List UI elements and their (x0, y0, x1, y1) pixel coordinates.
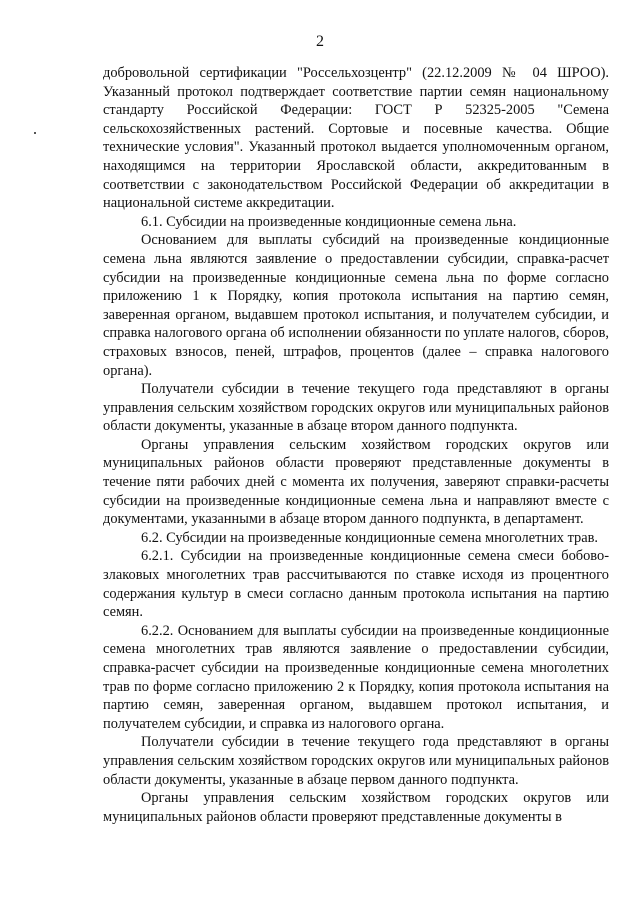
paragraph-3: Основанием для выплаты субсидий на произведенные кондиционные семена льна являются заявление о предоставлении субсидии, справка-расчет субсидии на произведенные кондиционные семена льна по форме согласно приложению 1 к Порядку, копия протокола испытания на партию семян, заверенная органом, выдавшем протокол испытания, и получателем субсидии, и справка налогового органа об исполнении обязанности по уплате налогов, сборов, страховых взносов, пеней, штрафов, процентов (далее – справка налогового органа). (103, 232, 609, 379)
margin-mark (34, 132, 36, 134)
paragraph-6: 6.2. Субсидии на произведенные кондиционные семена многолетних трав. (141, 529, 599, 546)
paragraph-10: Органы управления сельским хозяйством городских округов или муниципальных районов области проверяют представленные документы в (103, 790, 609, 825)
paragraph-8: 6.2.2. Основанием для выплаты субсидии на произведенные кондиционные семена многолетних трав являются заявление о предоставлении субсидии, справка-расчет субсидии на произведенные кондиционные семена многолетних трав по форме согласно приложению 2 к Порядку, копия протокола испытания на партию семян, заверенная органом, выдавшем протокол испытания, и получателем субсидии, и справка из налогового органа. (103, 622, 609, 732)
paragraph-4: Получатели субсидии в течение текущего года представляют в органы управления сельским хозяйством городских округов или муниципальных районов области документы, указанные в абзаце втором данного подпункта. (103, 381, 609, 435)
paragraph-5: Органы управления сельским хозяйством городских округов или муниципальных районов области проверяют представленные документы в течение пяти рабочих дней с момента их получения, заверяют справки-расчеты субсидии на произведенные кондиционные семена льна и направляют вместе с документами, указанными в абзаце втором данного подпункта, в департамент. (103, 436, 609, 528)
paragraph-7: 6.2.1. Субсидии на произведенные кондиционные семена смеси бобово-злаковых многолетних трав рассчитываются по ставке исходя из процентного содержания культур в смеси согласно данным протокола испытания на партию семян. (103, 548, 609, 621)
paragraph-2: 6.1. Субсидии на произведенные кондиционные семена льна. (141, 213, 517, 230)
paragraph-1: добровольной сертификации "Россельхозцентр" (22.12.2009 № 04 ШРОО). Указанный протокол подтверждает соответствие партии семян национальному стандарту Российской Федерации: ГОСТ Р 52325-2005 "Семена сельскохозяйственных растений. Сортовые и посевные качества. Общие технические условия". Указанный протокол выдается уполномоченным органом, находящимся на территории Ярославской области, аккредитованным в соответствии с законодательством Российской Федерации об аккредитации в национальной системе аккредитации. (103, 65, 609, 212)
page-number: 2 (316, 33, 324, 50)
document-body (103, 64, 609, 826)
paragraph-9: Получатели субсидии в течение текущего года представляют в органы управления сельским хозяйством городских округов или муниципальных районов области документы, указанные в абзаце первом данного подпункта. (103, 734, 609, 788)
